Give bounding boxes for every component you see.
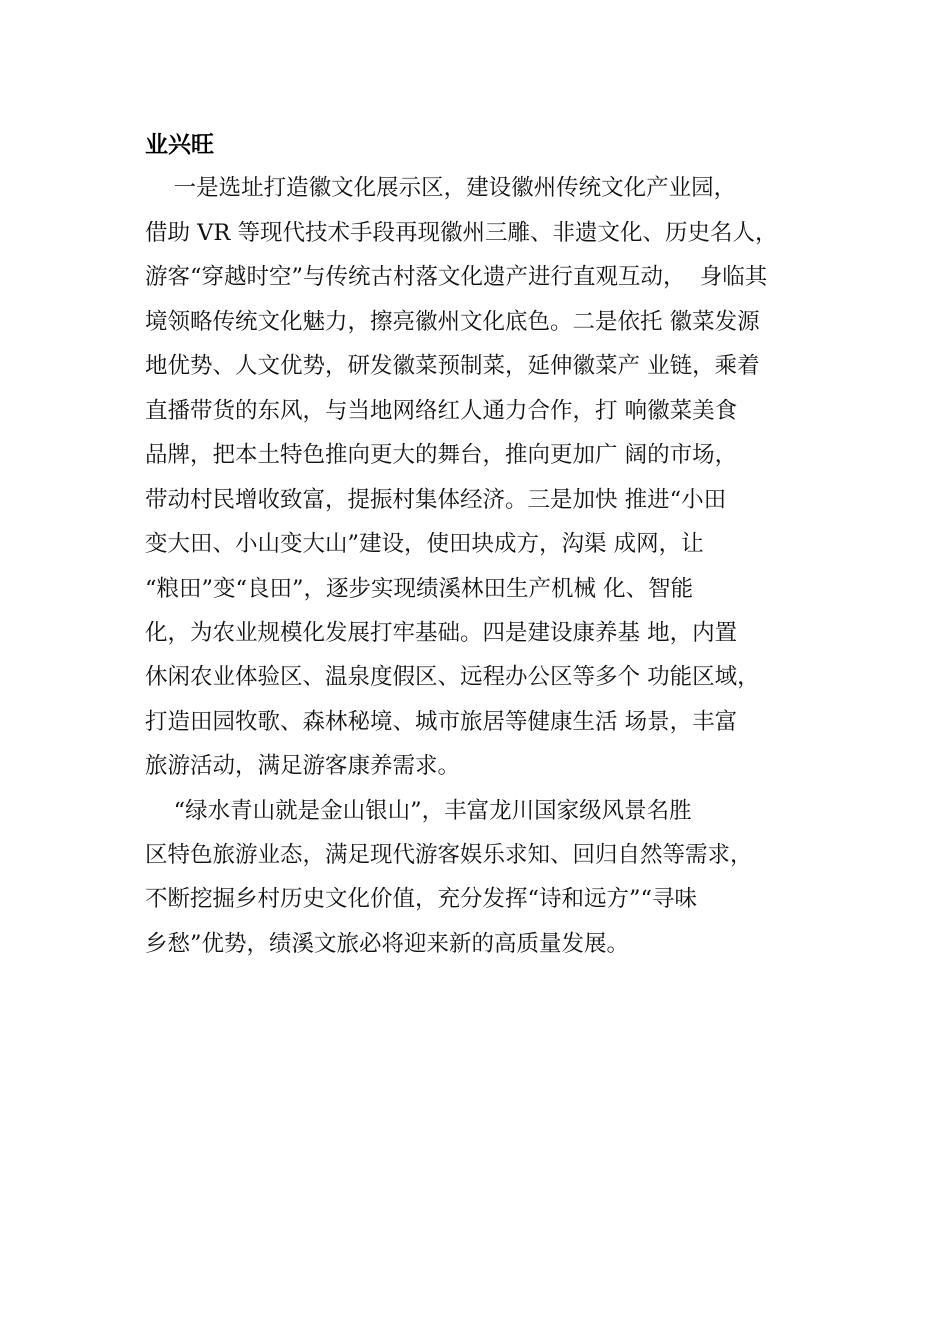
paragraph-line: 借助 VR 等现代技术手段再现徽州三雕、非遗文化、历史名人， [145,220,778,246]
paragraph-line: 品牌，把本土特色推向更大的舞台，推向更加广 阔的市场， [145,442,738,468]
paragraph-line: 打造田园牧歌、森林秘境、城市旅居等健康生活 场景，丰富 [145,709,738,735]
paragraph-line: 不断挖掘乡村历史文化价值，充分发挥“诗和远方”“寻味 [145,886,698,912]
paragraph-line: 地优势、人文优势，研发徽菜预制菜，延伸徽菜产 业链，乘着 [145,353,760,379]
paragraph-line: “绿水青山就是金山银山”，丰富龙川国家级风景名胜 [145,798,692,824]
paragraph-line: 直播带货的东风，与当地网络红人通力合作，打 响徽菜美食 [145,398,738,424]
paragraph-line: 旅游活动，满足游客康养需求。 [145,753,461,779]
paragraph-line: 一是选址打造徽文化展示区，建设徽州传统文化产业园， [145,175,737,201]
paragraph-line: 带动村民增收致富，提振村集体经济。三是加快 推进“小田 [145,487,727,513]
paragraph-line: 变大田、小山变大山”建设，使田块成方，沟渠 成网，让 [145,531,704,557]
paragraph-line: 区特色旅游业态，满足现代游客娱乐求知、回归自然等需求， [145,842,753,868]
paragraph-line: 游客“穿越时空”与传统古村落文化遗产进行直观互动， 身临其 [145,264,768,290]
paragraph-line: 休闲农业体验区、温泉度假区、远程办公区等多个 功能区域， [145,664,760,690]
paragraph-line: 境领略传统文化魅力，擦亮徽州文化底色。二是依托 徽菜发源 [145,309,760,335]
paragraph-line: 化，为农业规模化发展打牢基础。四是建设康养基 地，内置 [145,620,738,646]
section-heading: 业兴旺 [145,132,214,158]
paragraph-line: “粮田”变“良田”，逐步实现绩溪林田生产机械 化、智能 [145,576,694,602]
paragraph-line: 乡愁”优势，绩溪文旅必将迎来新的高质量发展。 [145,931,630,957]
